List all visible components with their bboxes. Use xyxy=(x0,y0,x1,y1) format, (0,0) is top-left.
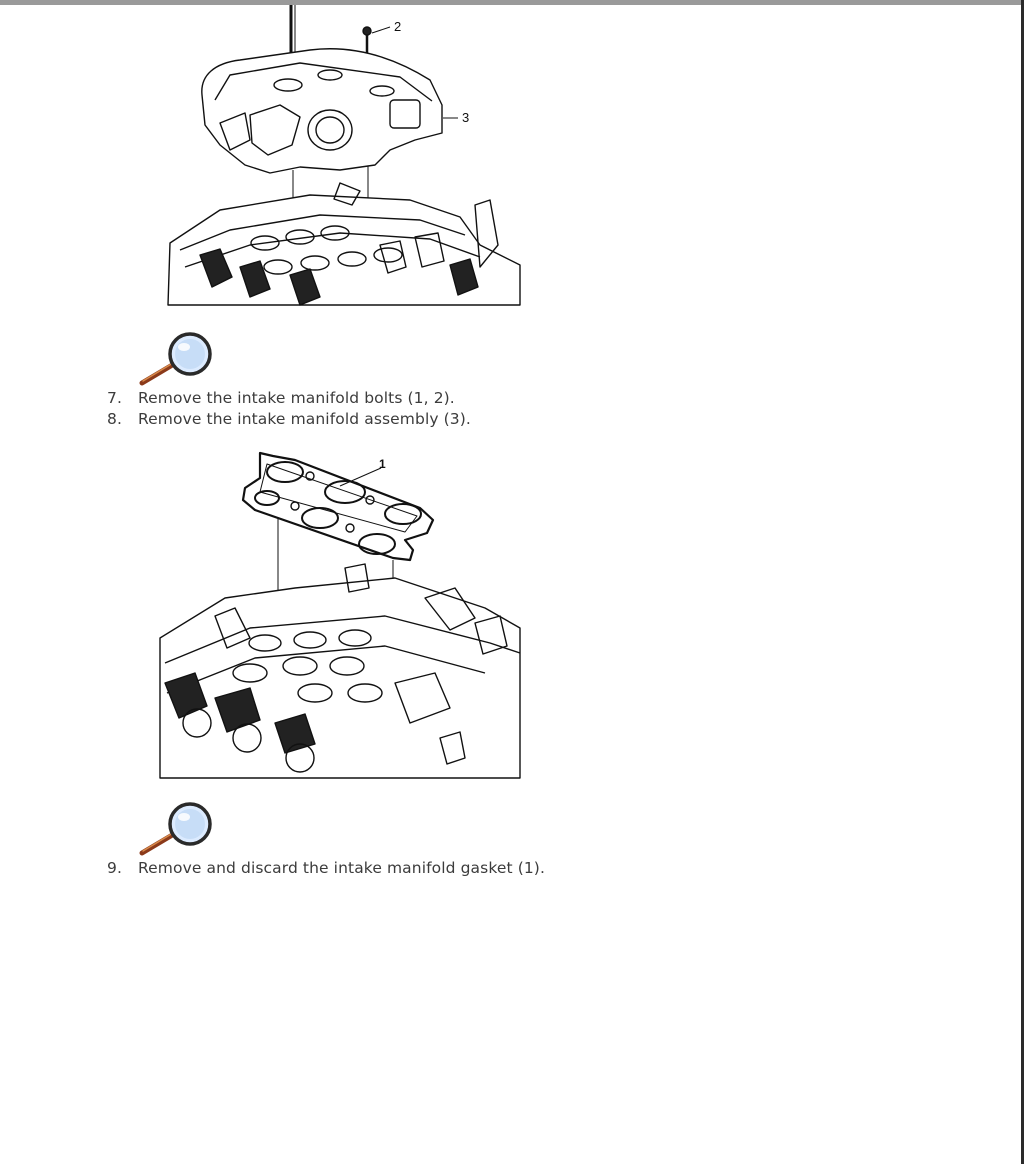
step-item xyxy=(107,388,471,409)
callout-1: 1 xyxy=(379,457,386,471)
step-number: 9. xyxy=(107,859,122,877)
step-number: 8. xyxy=(107,410,122,428)
callout-2: 2 xyxy=(394,19,402,34)
step-number: 7. xyxy=(107,389,122,407)
intake-manifold-gasket-illustration xyxy=(155,448,525,780)
step-item xyxy=(107,409,471,430)
step-item xyxy=(107,858,545,879)
magnifier-icon[interactable] xyxy=(136,798,216,858)
steps-list-gasket xyxy=(107,858,545,879)
intake-manifold-illustration xyxy=(160,5,525,310)
step-text: Remove and discard the intake manifold gasket (1). xyxy=(138,859,545,877)
callout-3: 3 xyxy=(462,110,470,125)
step-text: Remove the intake manifold assembly (3). xyxy=(138,410,471,428)
magnifier-icon[interactable] xyxy=(136,328,216,388)
step-text: Remove the intake manifold bolts (1, 2). xyxy=(138,389,455,407)
steps-list-removal xyxy=(107,388,471,430)
